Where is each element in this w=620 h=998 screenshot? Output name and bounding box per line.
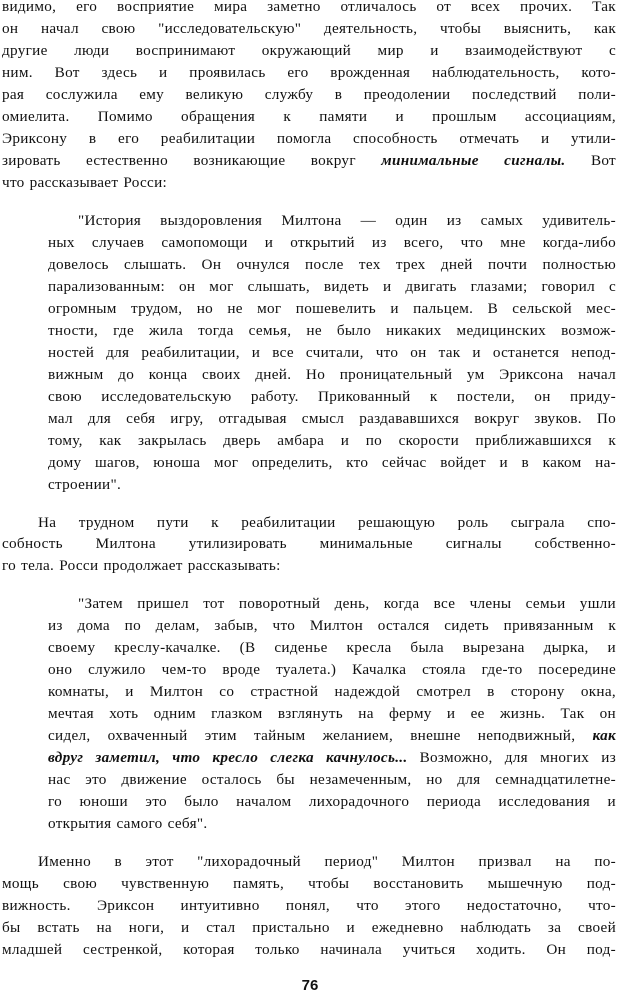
quote-line: дому шагов, юноша мог определить, кто сейчас войдет и в каком на- [48,453,616,471]
quote-line: открытия самого себя". [48,815,208,833]
text-line [2,151,616,170]
quote-line: тому, как закрылась дверь амбара и по скорости приближавшихся к [48,431,616,449]
quote-line [48,726,616,745]
quote-line: комнаты, и Милтон со страстной надеждой смотрел в сторону окна, [48,683,616,701]
quote-line: нас это движение осталось бы незамеченным, но для семнадцатилетне- [48,771,616,789]
emphasis-text: вдруг заметил, что кресло слегка качнулось... [48,749,408,767]
text-line: он начал свою "исследовательскую" деятельность, чтобы выяснить, как [2,20,616,37]
quote-line: свою исследовательскую работу. Прикованный к постели, он приду- [48,387,616,405]
text-line: Именно в этот "лихорадочный период" Милтон призвал на по- [38,853,616,871]
text-line: омиелита. Помимо обращения к памяти и прошлым ассоциациям, [2,107,616,125]
quote-line: парализованным: он мог слышать, видеть и двигать глазами; говорил с [48,277,616,295]
quote-line: вижным до конца своих дней. Но проницательный ум Эриксона начал [48,365,616,383]
text-line: вижность. Эриксон интуитивно понял, что этого недостаточно, что- [2,897,616,915]
quote-line: мечтая хоть одним глазком взглянуть на ферму и ее жизнь. Так он [48,705,616,723]
text-line: Эриксону в его реабилитации помогла способность отмечать и утили- [2,129,616,147]
quote-line: "Затем пришел тот поворотный день, когда все члены семьи ушли [78,595,616,613]
text-line: бы встать на ноги, и стал пристально и ежедневно наблюдать за своей [2,919,616,936]
text-line: На трудном пути к реабилитации решающую роль сыграла спо- [38,513,616,531]
text-run: Возможно, для многих из [419,749,616,767]
quote-line: огромным трудом, но не мог пошевелить и пальцем. В сельской мес- [48,299,616,317]
quote-line: довелось слышать. Он очнулся после тех трех дней почти полностью [48,255,616,273]
text-line: собность Милтона утилизировать минимальные сигналы собственно- [2,535,616,553]
text-run: Вот [590,151,616,169]
quote-line: тности, где жила тогда семья, не было никаких медицинских возмож- [48,321,616,339]
page-number: 76 [301,977,319,994]
quote-line: "История выздоровления Милтона — один из самых удивитель- [78,211,616,229]
text-line: что рассказывает Росси: [2,173,168,191]
text-line: младшей сестренкой, которая только начинала учиться ходить. Он под- [2,941,616,958]
quote-line: своему креслу-качалке. (В сиденье кресла была вырезана дырка, и [48,639,616,657]
quote-line: из дома по делам, забыв, что Милтон остался сидеть привязанным к [48,617,616,635]
quote-line [48,748,616,767]
quote-line: оно служило чем-то вроде туалета.) Качалка стояла где-то посередине [48,661,616,679]
text-line: видимо, его восприятие мира заметно отличалось от всех прочих. Так [2,0,616,15]
text-line: мощь свою чувственную память, чтобы восстановить мышечную под- [2,875,616,893]
quote-line: го юноши это было началом лихорадочного периода исследования и [48,793,616,811]
text-line: другие люди воспринимают окружающий мир и взаимодействуют с [2,42,616,59]
quote-line: мал для себя игру, отгадывая смысл раздававшихся вокруг звуков. По [48,409,616,427]
text-run: сидел, охваченный этим тайным желанием, внешне неподвижный, [48,727,576,745]
quote-line: ных случаев самопомощи и открытий из всего, что мне когда-либо [48,233,616,251]
text-line: рая сослужила ему великую службу в преодолении последствий поли- [2,85,616,103]
text-line: го тела. Росси продолжает рассказывать: [2,557,281,575]
emphasis-text: как [592,727,616,745]
text-run: зировать естественно возникающие вокруг [2,151,356,169]
quote-line: ностей для реабилитации, и все считали, что он так и останется непод- [48,343,616,361]
quote-line: строении". [48,475,122,493]
text-line: ним. Вот здесь и проявилась его врожденная наблюдательность, кото- [2,63,616,81]
emphasis-text: минимальные сигналы. [381,151,566,169]
